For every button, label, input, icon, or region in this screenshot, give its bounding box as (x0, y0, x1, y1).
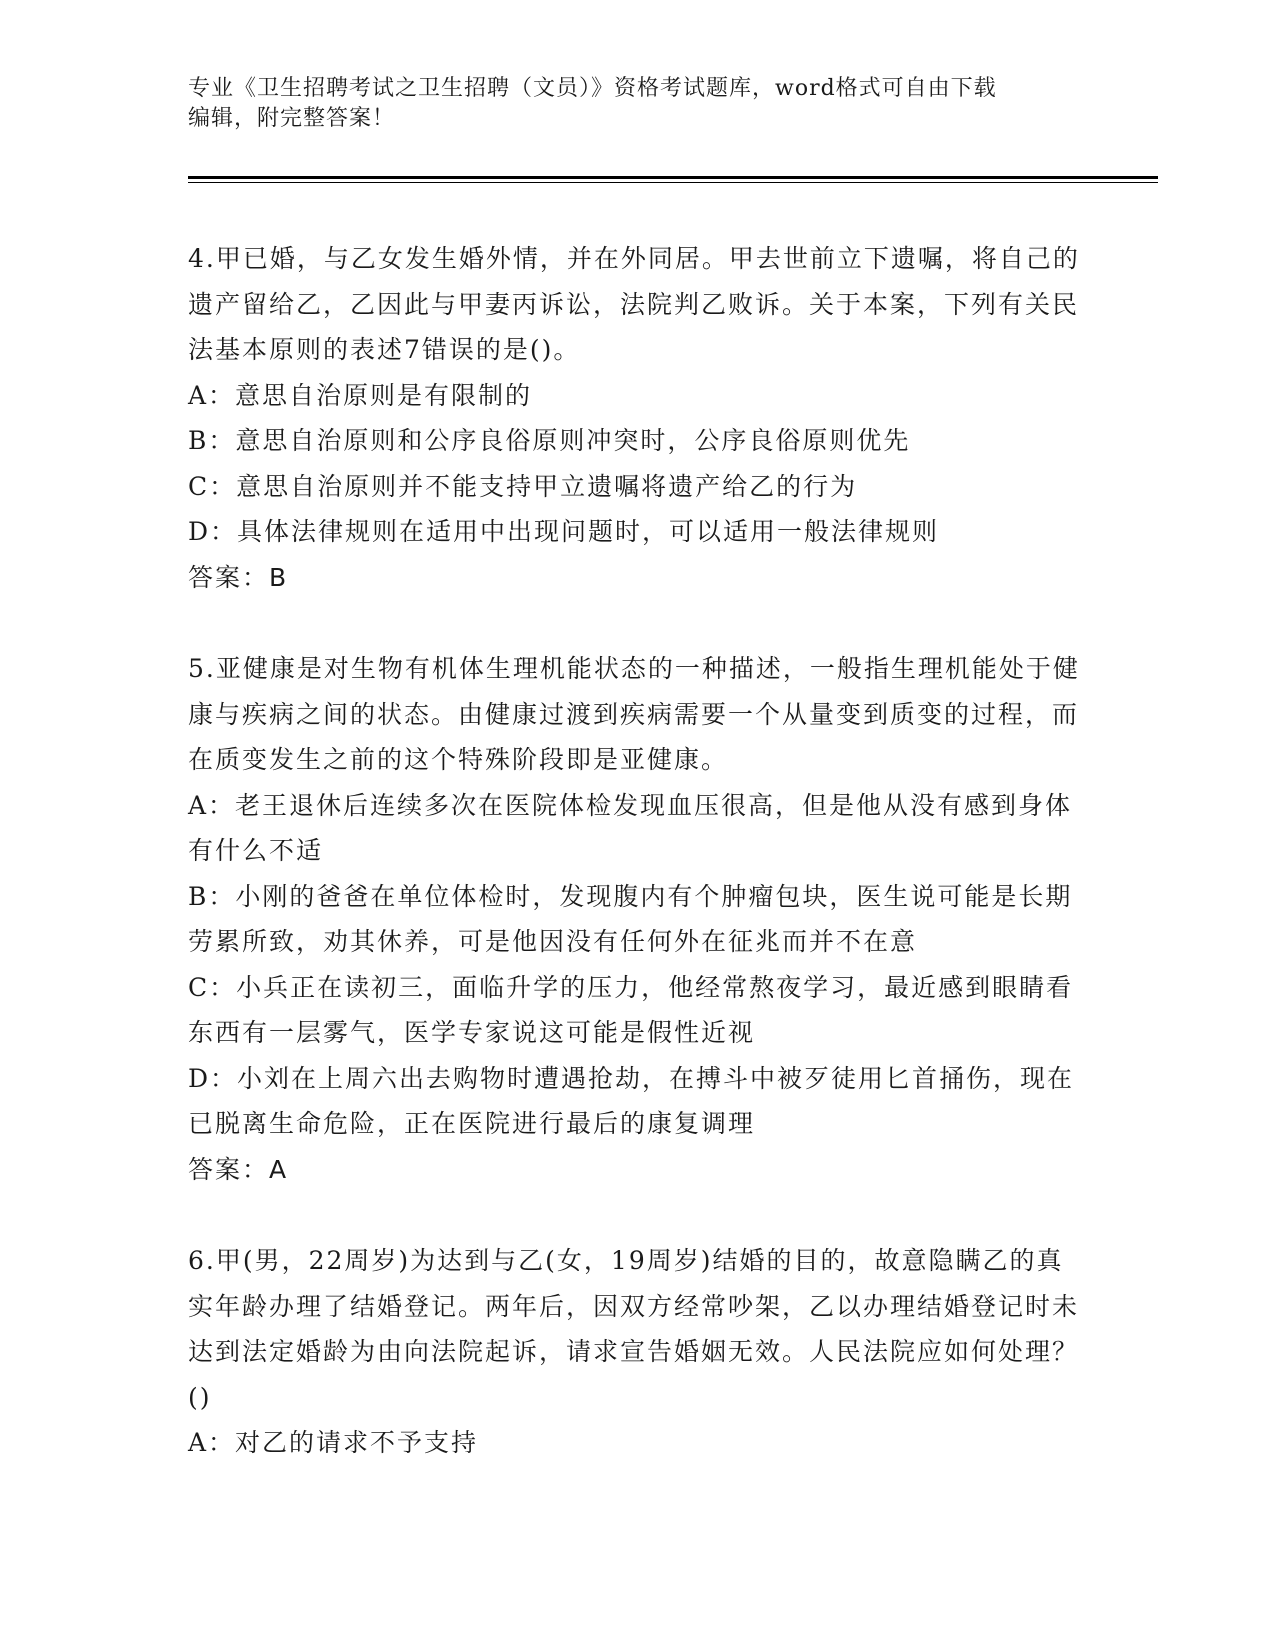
question-stem: 6.甲(男，22周岁)为达到与乙(女，19周岁)结婚的目的，故意隐瞒乙的真实年龄办理了结婚登记。两年后，因双方经常吵架，乙以办理结婚登记时未达到法定婚龄为由向法院起诉，请求宣告婚姻无效。人民法院应如何处理？() (188, 1246, 1080, 1412)
option-a: A：对乙的请求不予支持 (188, 1428, 479, 1457)
option-d: D：具体法律规则在适用中出现问题时，可以适用一般法律规则 (188, 517, 940, 546)
option-c: C：意思自治原则并不能支持甲立遗嘱将遗产给乙的行为 (188, 471, 858, 501)
header-line-2: 编辑，附完整答案！ (188, 106, 396, 131)
question-4 (188, 236, 1088, 600)
option-a: A：老王退休后连续多次在医院体检发现血压很高，但是他从没有感到身体有什么不适 (188, 790, 1073, 865)
option-b: B：小刚的爸爸在单位体检时，发现腹内有个肿瘤包块，医生说可能是长期劳累所致，劝其休养，可是他因没有任何外在征兆而并不在意 (188, 881, 1073, 956)
question-stem: 4.甲已婚，与乙女发生婚外情，并在外同居。甲去世前立下遗嘱，将自己的遗产留给乙，乙因此与甲妻丙诉讼，法院判乙败诉。关于本案，下列有关民法基本原则的表述7错误的是()。 (188, 244, 1080, 364)
header-divider-thin (188, 182, 1158, 183)
question-spacer (188, 1192, 1088, 1238)
header-divider-thick (188, 176, 1158, 179)
header-line-1: 专业《卫生招聘考试之卫生招聘（文员）》资格考试题库，word格式可自由下载 (188, 76, 997, 101)
question-list (188, 236, 1088, 1466)
answer-line: 答案：B (188, 562, 289, 592)
document-header (188, 74, 1088, 134)
option-a: A：意思自治原则是有限制的 (188, 380, 533, 410)
question-stem: 5.亚健康是对生物有机体生理机能状态的一种描述，一般指生理机能处于健康与疾病之间的状态。由健康过渡到疾病需要一个从量变到质变的过程，而在质变发生之前的这个特殊阶段即是亚健康。 (188, 654, 1080, 774)
answer-line: 答案：A (188, 1154, 289, 1184)
question-6 (188, 1238, 1088, 1466)
question-spacer (188, 600, 1088, 646)
question-5 (188, 646, 1088, 1192)
option-d: D：小刘在上周六出去购物时遭遇抢劫，在搏斗中被歹徒用匕首捅伤，现在已脱离生命危险，正在医院进行最后的康复调理 (188, 1063, 1075, 1138)
option-b: B：意思自治原则和公序良俗原则冲突时，公序良俗原则优先 (188, 426, 911, 455)
option-c: C：小兵正在读初三，面临升学的压力，他经常熬夜学习，最近感到眼睛看东西有一层雾气，医学专家说这可能是假性近视 (188, 972, 1074, 1047)
